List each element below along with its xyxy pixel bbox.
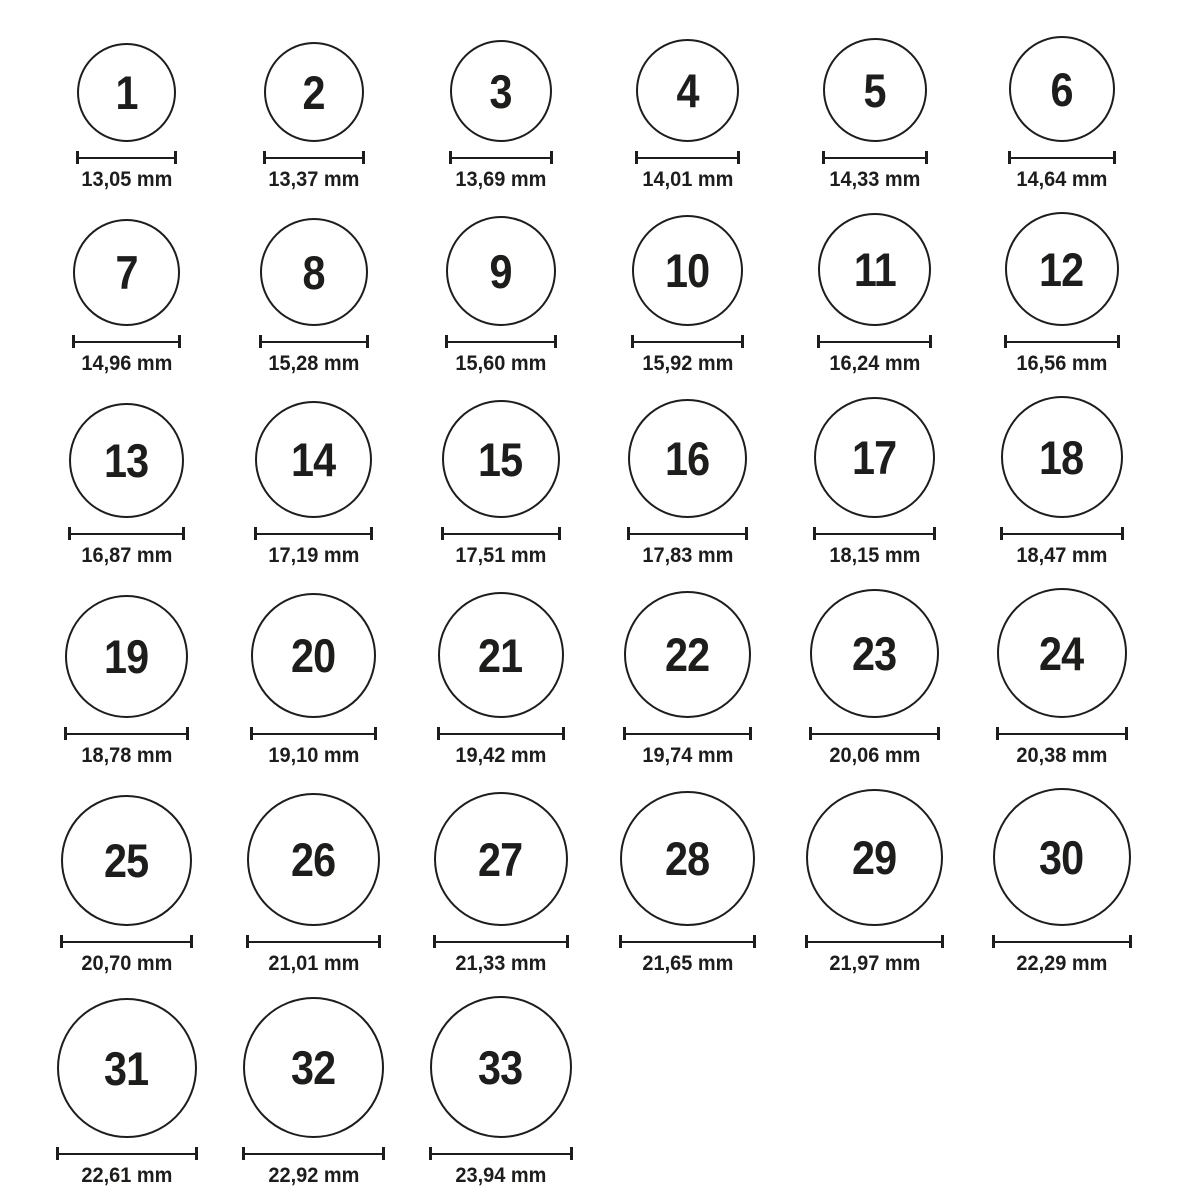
- measure-line: [996, 733, 1128, 735]
- measure-tick-right: [382, 1147, 385, 1160]
- ring-size-number: 28: [665, 832, 710, 886]
- size-cell: [968, 788, 1155, 975]
- size-cell: [781, 789, 968, 975]
- measure-tick-left: [623, 727, 626, 740]
- ring-size-number: 31: [104, 1041, 149, 1095]
- measure-tick-right: [741, 335, 744, 348]
- measure-tick-left: [619, 935, 622, 948]
- measure-tick-left: [259, 335, 262, 348]
- ring-size-number: 11: [853, 243, 896, 297]
- diameter-label: 21,01 mm: [268, 952, 359, 976]
- measure-tick-right: [190, 935, 193, 948]
- measure-line: [1000, 533, 1124, 535]
- diameter-measure-bar: [56, 1147, 198, 1160]
- size-cell: [220, 401, 407, 567]
- measure-line: [246, 941, 381, 943]
- size-cell: [968, 36, 1155, 191]
- measure-line: [635, 157, 740, 159]
- measure-tick-right: [737, 151, 740, 164]
- measure-tick-right: [186, 727, 189, 740]
- size-row: [33, 396, 1200, 567]
- measure-tick-right: [1129, 935, 1132, 948]
- ring-size-number: 7: [115, 246, 138, 300]
- ring-circle: [997, 588, 1127, 718]
- diameter-label: 14,96 mm: [81, 352, 172, 376]
- diameter-label: 14,01 mm: [642, 168, 733, 191]
- measure-tick-left: [996, 727, 999, 740]
- size-cell: [781, 38, 968, 191]
- size-cell: [33, 403, 220, 567]
- diameter-label: 14,64 mm: [1016, 168, 1107, 191]
- measure-tick-left: [429, 1147, 432, 1160]
- size-cell: [594, 215, 781, 375]
- ring-size-number: 8: [302, 245, 325, 299]
- diameter-label: 20,70 mm: [81, 952, 172, 976]
- size-cell: [781, 589, 968, 767]
- measure-tick-left: [992, 935, 995, 948]
- diameter-label: 22,29 mm: [1016, 952, 1107, 976]
- measure-tick-right: [745, 527, 748, 540]
- ring-size-number: 25: [104, 834, 149, 888]
- ring-circle: [810, 589, 939, 718]
- ring-size-number: 1: [115, 66, 138, 119]
- diameter-measure-bar: [822, 151, 928, 164]
- ring-circle: [260, 218, 368, 326]
- measure-tick-right: [753, 935, 756, 948]
- diameter-label: 13,69 mm: [455, 168, 546, 191]
- ring-size-number: 2: [302, 65, 325, 119]
- diameter-label: 14,33 mm: [829, 168, 920, 191]
- measure-line: [72, 341, 181, 343]
- measure-line: [250, 733, 377, 735]
- diameter-measure-bar: [60, 935, 193, 948]
- diameter-label: 15,28 mm: [268, 352, 359, 376]
- measure-tick-left: [805, 935, 808, 948]
- measure-tick-right: [1125, 727, 1128, 740]
- ring-circle: [243, 997, 384, 1138]
- measure-tick-left: [822, 151, 825, 164]
- measure-line: [60, 941, 193, 943]
- ring-circle: [450, 40, 552, 142]
- diameter-measure-bar: [250, 727, 377, 740]
- measure-line: [817, 341, 932, 343]
- measure-tick-right: [937, 727, 940, 740]
- ring-circle: [446, 216, 556, 326]
- diameter-measure-bar: [441, 527, 561, 540]
- measure-line: [992, 941, 1132, 943]
- measure-tick-left: [437, 727, 440, 740]
- ring-circle: [1001, 396, 1123, 518]
- measure-line: [813, 533, 936, 535]
- measure-tick-left: [809, 727, 812, 740]
- measure-tick-left: [631, 335, 634, 348]
- size-cell: [968, 588, 1155, 767]
- measure-tick-left: [68, 527, 71, 540]
- ring-circle: [814, 397, 935, 518]
- diameter-label: 17,83 mm: [642, 544, 733, 568]
- measure-tick-left: [242, 1147, 245, 1160]
- diameter-label: 22,61 mm: [81, 1164, 172, 1188]
- diameter-measure-bar: [64, 727, 189, 740]
- diameter-label: 18,78 mm: [81, 744, 172, 768]
- measure-line: [449, 157, 553, 159]
- measure-line: [68, 533, 185, 535]
- diameter-measure-bar: [996, 727, 1128, 740]
- diameter-label: 17,51 mm: [455, 544, 546, 568]
- diameter-label: 20,06 mm: [829, 744, 920, 768]
- measure-tick-right: [562, 727, 565, 740]
- measure-line: [441, 533, 561, 535]
- size-cell: [220, 42, 407, 191]
- measure-tick-right: [550, 151, 553, 164]
- size-cell: [968, 396, 1155, 567]
- size-cell: [594, 591, 781, 767]
- diameter-measure-bar: [72, 335, 181, 348]
- diameter-measure-bar: [259, 335, 369, 348]
- ring-circle: [1009, 36, 1115, 142]
- size-cell: [33, 43, 220, 191]
- size-cell: [594, 39, 781, 191]
- diameter-label: 19,42 mm: [455, 744, 546, 768]
- diameter-measure-bar: [813, 527, 936, 540]
- ring-circle: [823, 38, 927, 142]
- size-cell: [594, 791, 781, 975]
- size-cell: [220, 218, 407, 375]
- ring-size-number: 10: [665, 244, 710, 298]
- diameter-measure-bar: [76, 151, 177, 164]
- measure-line: [623, 733, 752, 735]
- measure-tick-right: [378, 935, 381, 948]
- size-cell: [407, 40, 594, 191]
- measure-tick-left: [449, 151, 452, 164]
- diameter-measure-bar: [449, 151, 553, 164]
- ring-circle: [430, 996, 572, 1138]
- size-row: [33, 788, 1200, 975]
- measure-tick-right: [566, 935, 569, 948]
- ring-size-number: 6: [1050, 62, 1073, 116]
- ring-size-number: 14: [291, 433, 336, 487]
- diameter-label: 20,38 mm: [1016, 744, 1107, 768]
- ring-circle: [993, 788, 1131, 926]
- measure-tick-right: [182, 527, 185, 540]
- diameter-label: 15,92 mm: [642, 352, 733, 376]
- measure-line: [259, 341, 369, 343]
- ring-size-number: 5: [863, 63, 886, 117]
- measure-tick-left: [56, 1147, 59, 1160]
- measure-tick-right: [362, 151, 365, 164]
- size-cell: [33, 998, 220, 1187]
- diameter-measure-bar: [1004, 335, 1120, 348]
- size-cell: [407, 400, 594, 567]
- size-row: [33, 36, 1200, 191]
- measure-tick-left: [627, 527, 630, 540]
- ring-size-number: 13: [104, 434, 149, 488]
- size-cell: [781, 213, 968, 375]
- diameter-label: 16,56 mm: [1016, 352, 1107, 376]
- diameter-measure-bar: [619, 935, 756, 948]
- ring-circle: [434, 792, 568, 926]
- ring-size-number: 32: [291, 1041, 336, 1095]
- size-cell: [407, 996, 594, 1187]
- measure-line: [263, 157, 365, 159]
- measure-tick-left: [1000, 527, 1003, 540]
- ring-size-number: 18: [1039, 430, 1084, 484]
- measure-tick-right: [1113, 151, 1116, 164]
- ring-circle: [65, 595, 188, 718]
- measure-line: [56, 1153, 198, 1155]
- diameter-measure-bar: [992, 935, 1132, 948]
- measure-line: [254, 533, 373, 535]
- diameter-label: 13,05 mm: [81, 168, 172, 191]
- ring-circle: [73, 219, 180, 326]
- ring-size-number: 16: [665, 432, 710, 486]
- measure-tick-right: [554, 335, 557, 348]
- measure-line: [1004, 341, 1120, 343]
- ring-circle: [442, 400, 560, 518]
- ring-circle: [77, 43, 176, 142]
- diameter-label: 18,47 mm: [1016, 544, 1107, 568]
- measure-line: [242, 1153, 385, 1155]
- diameter-label: 22,92 mm: [268, 1164, 359, 1188]
- measure-tick-right: [370, 527, 373, 540]
- ring-size-number: 33: [478, 1040, 523, 1094]
- diameter-measure-bar: [809, 727, 940, 740]
- ring-size-number: 27: [478, 832, 523, 886]
- ring-circle: [636, 39, 739, 142]
- diameter-label: 21,65 mm: [642, 952, 733, 976]
- measure-line: [809, 733, 940, 735]
- diameter-measure-bar: [1008, 151, 1116, 164]
- ring-size-number: 4: [676, 64, 699, 117]
- measure-tick-right: [374, 727, 377, 740]
- diameter-measure-bar: [627, 527, 748, 540]
- diameter-measure-bar: [635, 151, 740, 164]
- diameter-label: 21,97 mm: [829, 952, 920, 976]
- ring-size-number: 9: [489, 244, 512, 298]
- measure-line: [627, 533, 748, 535]
- ring-size-number: 29: [852, 831, 897, 885]
- measure-tick-left: [441, 527, 444, 540]
- diameter-measure-bar: [254, 527, 373, 540]
- measure-tick-right: [925, 151, 928, 164]
- ring-circle: [61, 795, 192, 926]
- diameter-measure-bar: [68, 527, 185, 540]
- size-cell: [33, 595, 220, 767]
- measure-tick-left: [433, 935, 436, 948]
- size-row: [33, 996, 1200, 1187]
- ring-circle: [247, 793, 380, 926]
- ring-size-number: 20: [291, 629, 336, 683]
- size-cell: [781, 397, 968, 567]
- size-cell: [407, 792, 594, 975]
- ring-circle: [57, 998, 197, 1138]
- diameter-measure-bar: [623, 727, 752, 740]
- ring-circle: [264, 42, 364, 142]
- measure-tick-right: [929, 335, 932, 348]
- ring-size-number: 24: [1039, 626, 1084, 680]
- diameter-label: 19,10 mm: [268, 744, 359, 768]
- measure-tick-right: [366, 335, 369, 348]
- diameter-label: 13,37 mm: [268, 168, 359, 191]
- diameter-label: 18,15 mm: [829, 544, 920, 568]
- measure-tick-left: [813, 527, 816, 540]
- ring-circle: [628, 399, 747, 518]
- diameter-label: 23,94 mm: [455, 1164, 546, 1188]
- measure-tick-left: [250, 727, 253, 740]
- ring-circle: [251, 593, 376, 718]
- ring-circle: [806, 789, 943, 926]
- measure-tick-left: [76, 151, 79, 164]
- ring-circle: [69, 403, 184, 518]
- diameter-measure-bar: [805, 935, 944, 948]
- diameter-measure-bar: [437, 727, 565, 740]
- measure-line: [445, 341, 557, 343]
- measure-tick-right: [178, 335, 181, 348]
- measure-tick-left: [1004, 335, 1007, 348]
- measure-tick-right: [174, 151, 177, 164]
- measure-tick-right: [570, 1147, 573, 1160]
- measure-line: [619, 941, 756, 943]
- ring-size-number: 26: [291, 833, 336, 887]
- measure-tick-left: [445, 335, 448, 348]
- size-row: [33, 588, 1200, 767]
- size-cell: [594, 399, 781, 567]
- measure-tick-right: [749, 727, 752, 740]
- measure-line: [631, 341, 744, 343]
- size-cell: [220, 997, 407, 1187]
- measure-tick-right: [933, 527, 936, 540]
- measure-line: [76, 157, 177, 159]
- measure-tick-left: [635, 151, 638, 164]
- ring-size-number: 17: [852, 431, 897, 485]
- diameter-measure-bar: [433, 935, 569, 948]
- measure-tick-left: [263, 151, 266, 164]
- ring-size-number: 30: [1039, 830, 1084, 884]
- measure-line: [433, 941, 569, 943]
- size-cell: [33, 795, 220, 975]
- diameter-measure-bar: [263, 151, 365, 164]
- diameter-measure-bar: [429, 1147, 573, 1160]
- ring-size-number: 3: [489, 64, 512, 118]
- measure-tick-left: [1008, 151, 1011, 164]
- ring-circle: [255, 401, 372, 518]
- diameter-measure-bar: [817, 335, 932, 348]
- ring-size-number: 21: [478, 628, 523, 682]
- measure-tick-right: [195, 1147, 198, 1160]
- diameter-label: 16,24 mm: [829, 352, 920, 376]
- diameter-measure-bar: [246, 935, 381, 948]
- measure-line: [437, 733, 565, 735]
- ring-size-number: 23: [852, 627, 897, 681]
- measure-line: [429, 1153, 573, 1155]
- size-cell: [407, 216, 594, 375]
- measure-tick-left: [246, 935, 249, 948]
- diameter-label: 19,74 mm: [642, 744, 733, 768]
- measure-tick-left: [64, 727, 67, 740]
- measure-tick-right: [1117, 335, 1120, 348]
- measure-tick-left: [60, 935, 63, 948]
- measure-tick-left: [254, 527, 257, 540]
- diameter-measure-bar: [445, 335, 557, 348]
- diameter-label: 16,87 mm: [81, 544, 172, 568]
- ring-circle: [818, 213, 931, 326]
- measure-line: [64, 733, 189, 735]
- ring-size-number: 22: [665, 628, 710, 682]
- size-cell: [33, 219, 220, 375]
- diameter-measure-bar: [1000, 527, 1124, 540]
- measure-tick-left: [72, 335, 75, 348]
- ring-circle: [438, 592, 564, 718]
- measure-tick-left: [817, 335, 820, 348]
- measure-tick-right: [558, 527, 561, 540]
- ring-circle: [624, 591, 751, 718]
- ring-circle: [632, 215, 743, 326]
- size-cell: [407, 592, 594, 767]
- size-cell: [220, 793, 407, 975]
- diameter-label: 21,33 mm: [455, 952, 546, 976]
- measure-tick-right: [941, 935, 944, 948]
- ring-circle: [1005, 212, 1119, 326]
- size-row: [33, 212, 1200, 375]
- diameter-measure-bar: [242, 1147, 385, 1160]
- measure-line: [805, 941, 944, 943]
- measure-line: [822, 157, 928, 159]
- ring-size-number: 12: [1039, 242, 1084, 296]
- diameter-label: 17,19 mm: [268, 544, 359, 568]
- diameter-label: 15,60 mm: [455, 352, 546, 376]
- size-cell: [220, 593, 407, 767]
- size-cell: [968, 212, 1155, 375]
- ring-size-number: 15: [478, 432, 523, 486]
- measure-line: [1008, 157, 1116, 159]
- diameter-measure-bar: [631, 335, 744, 348]
- ring-circle: [620, 791, 755, 926]
- ring-size-number: 19: [104, 630, 149, 684]
- measure-tick-right: [1121, 527, 1124, 540]
